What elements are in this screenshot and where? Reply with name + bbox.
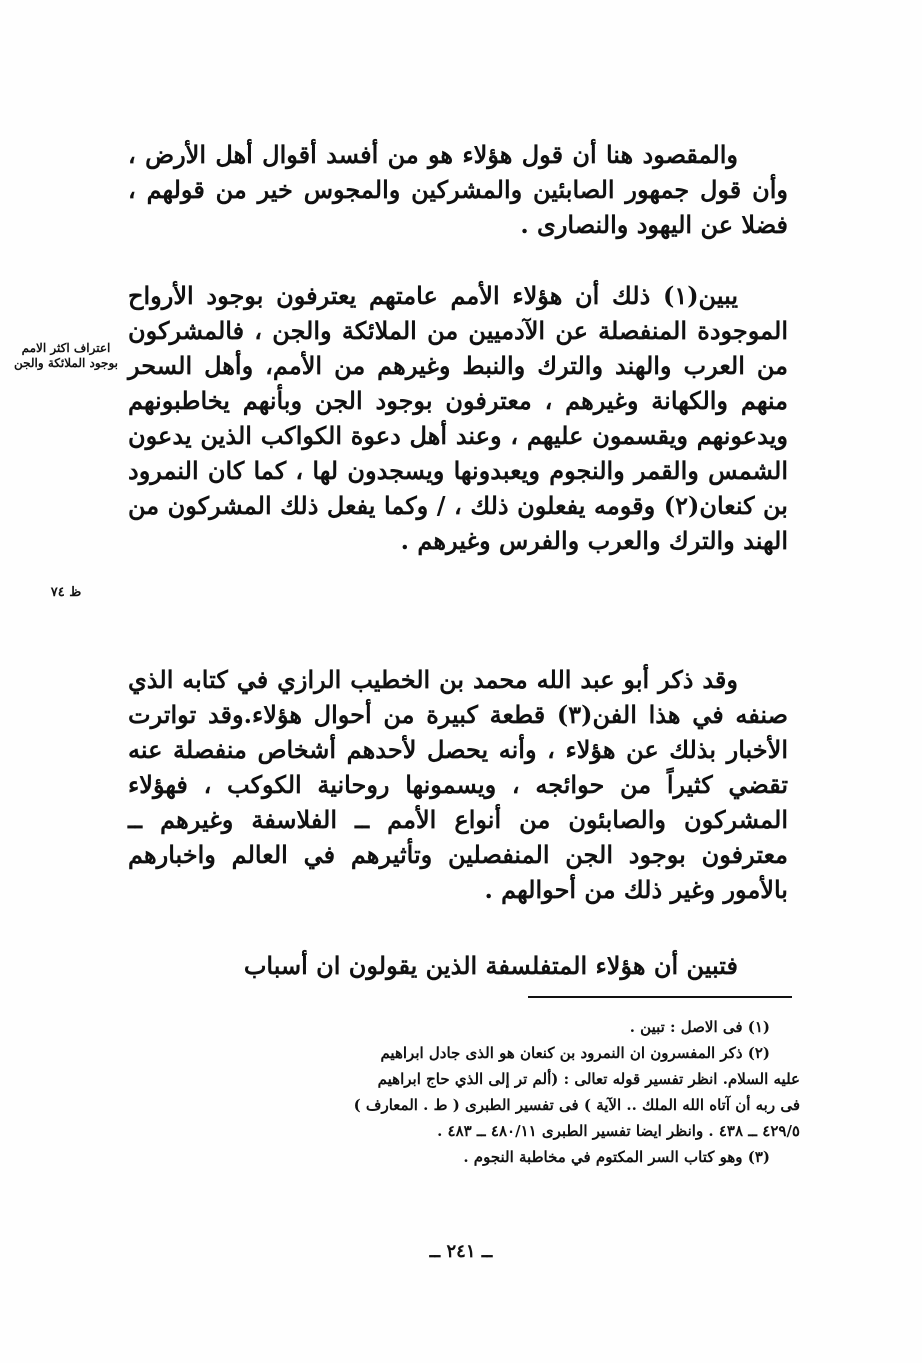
- paragraph-1-text: والمقصود هنا أن قول هؤلاء هو من أفسد أقوال أهل الأرض ، وأن قول جمهور الصابئين والمشركين والمجوس خير من قولهم ، فضلا عن اليهود والنصارى .: [128, 140, 788, 239]
- page-number: ــ ٢٤١ ــ: [429, 1241, 493, 1262]
- footnote-3: (٣) وهو كتاب السر المكتوم في مخاطبة النجوم .: [463, 1148, 770, 1166]
- footnote-1: (١) فى الاصل : تبين .: [629, 1018, 770, 1036]
- margin-note-folio: ظ ٧٤: [50, 585, 82, 600]
- paragraph-2-text: يبين(١) ذلك أن هؤلاء الأمم عامتهم يعترفون بوجود الأرواح الموجودة المنفصلة عن الآدميين من الملائكة والجن ، فالمشركون من العرب والهند والترك والنبط وغيرهم من الأمم، وأهل السحر منهم والكهانة وغيرهم ، معترفون بوجود الجن وبأنهم يخاطبونهم ويدعونهم ويقسمون عليهم ، وعند أهل دعوة الكواكب الذين يدعون الشمس والقمر والنجوم ويعبدونها ويسجدون لها ، كما كان النمرود بن كنعان(٢) وقومه يفعلون ذلك ، / وكما يفعل ذلك المشركون من الهند والترك والعرب والفرس وغيرهم .: [128, 281, 788, 555]
- paragraph-3-text: وقد ذكر أبو عبد الله محمد بن الخطيب الرازي في كتابه الذي صنفه في هذا الفن(٣) قطعة كبيرة من أحوال هؤلاء.وقد تواترت الأخبار بذلك عن هؤلاء ، وأنه يحصل لأحدهم أشخاص منفصلة عنه تقضي كثيراً من حوائجه ، ويسمونها روحانية الكوكب ، فهؤلاء المشركون والصابئون من أنواع الأمم ــ الفلاسفة وغيرهم ــ معترفون بوجود الجن المنفصلين وتأثيرهم في العالم واخبارهم بالأمور وغير ذلك من أحوالهم .: [128, 665, 788, 904]
- margin-note-angels: اعتراف اكثر الامم بوجود الملائكة والجن: [13, 341, 118, 370]
- footnotes: [150, 1014, 800, 1170]
- paragraph-4-text: فتبين أن هؤلاء المتفلسفة الذين يقولون ان أسباب: [243, 951, 738, 980]
- footnote-2-line-3: فى ربه أن آتاه الله الملك .. الآية ) فى تفسير الطبرى ( ط . المعارف ): [353, 1096, 800, 1114]
- paragraph-1: [128, 137, 788, 242]
- footnote-2-line-1: (٢) ذكر المفسرون ان النمرود بن كنعان هو الذى جادل ابراهيم: [380, 1044, 770, 1062]
- footnote-2-line-4: ٤٢٩/٥ ــ ٤٣٨ . وانظر ايضا تفسير الطبرى ٤٨٠/١١ ــ ٤٨٣ .: [437, 1122, 800, 1140]
- paragraph-4: [128, 948, 788, 983]
- paragraph-3: [128, 662, 788, 907]
- footnote-2-line-2: عليه السلام. انظر تفسير قوله تعالى : (ألم تر إلى الذي حاج ابراهيم: [377, 1070, 800, 1088]
- paragraph-2: [128, 278, 788, 558]
- footnote-divider: [528, 996, 792, 998]
